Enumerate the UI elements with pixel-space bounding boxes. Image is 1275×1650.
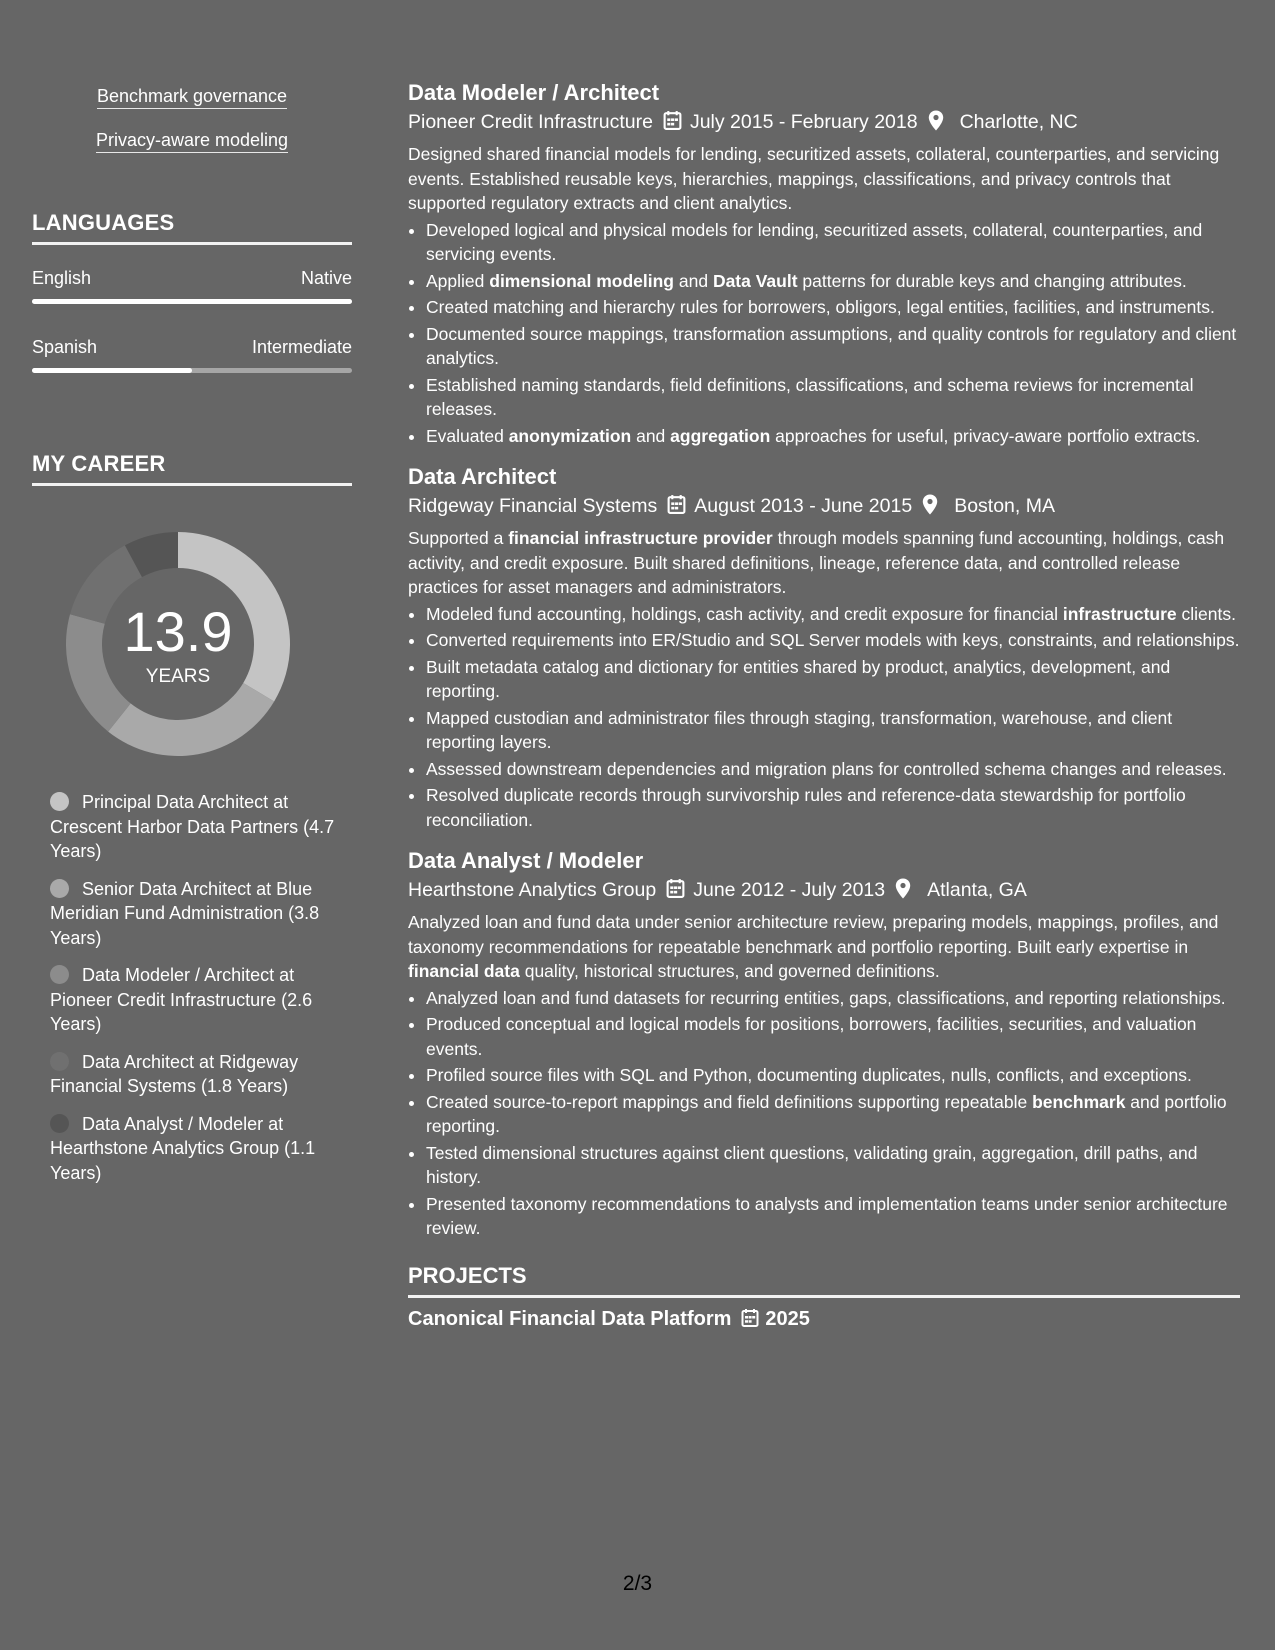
job-entry (408, 78, 1240, 448)
text-run: Resolved duplicate records through survivorship rules and reference-data stewardship for portfolio reconciliation. (426, 785, 1186, 830)
main-content (408, 78, 1240, 1331)
language-name: Spanish (32, 337, 98, 357)
legend-dot (50, 879, 69, 898)
job-bullet (426, 1063, 1240, 1088)
job-dates: July 2015 - February 2018 (689, 111, 918, 133)
legend-dot (50, 965, 69, 984)
job-company: Pioneer Credit Infrastructure (408, 111, 653, 133)
bold-text: aggregation (670, 425, 771, 446)
text-run: Documented source mappings, transformation assumptions, and quality controls for regulatory and client analytics. (426, 323, 1237, 368)
job-summary (408, 526, 1240, 600)
job-entry (408, 462, 1240, 832)
text-run: Modeled fund accounting, holdings, cash activity, and credit exposure for financial (426, 603, 1063, 624)
map-pin-icon (895, 878, 911, 899)
legend-dot (50, 1114, 69, 1133)
skill-link[interactable]: Privacy-aware modeling (96, 130, 288, 153)
job-bullets (408, 986, 1240, 1241)
job-bullet (426, 783, 1240, 832)
languages-title: LANGUAGES (32, 210, 352, 245)
job-bullet (426, 218, 1240, 267)
job-dates: August 2013 - June 2015 (694, 495, 913, 517)
text-run: Mapped custodian and administrator files through staging, transformation, warehouse, and client reporting layers. (426, 707, 1173, 752)
text-run: Tested dimensional structures against client questions, validating grain, aggregation, drill paths, and history. (426, 1142, 1198, 1187)
career-legend-item (50, 1050, 340, 1099)
bold-text: benchmark (1032, 1091, 1126, 1112)
job-bullet (426, 373, 1240, 422)
text-run: Assessed downstream dependencies and migration plans for controlled schema changes and releases. (426, 758, 1227, 779)
career-legend-item (50, 790, 340, 864)
job-bullets (408, 602, 1240, 833)
text-run: and (674, 270, 713, 291)
project-name: Canonical Financial Data Platform (408, 1307, 732, 1330)
career-legend-item (50, 963, 340, 1037)
job-bullet (426, 1012, 1240, 1061)
language-bar-fill (32, 368, 192, 373)
job-summary (408, 142, 1240, 216)
project-item (408, 1308, 1240, 1331)
text-run: Profiled source files with SQL and Python, documenting duplicates, nulls, conflicts, and exceptions. (426, 1065, 1192, 1085)
text-run: patterns for durable keys and changing attributes. (797, 270, 1187, 291)
job-bullet (426, 1090, 1240, 1139)
text-run: Presented taxonomy recommendations to analysts and implementation teams under senior architecture review. (426, 1193, 1228, 1238)
text-run: quality, historical structures, and governed definitions. (519, 961, 940, 981)
job-title: Data Modeler / Architect (408, 80, 660, 105)
job-company: Hearthstone Analytics Group (408, 879, 657, 901)
calendar-icon (667, 494, 686, 515)
job-bullet (426, 602, 1240, 627)
job-title: Data Analyst / Modeler (408, 848, 644, 873)
bold-text: Data Vault (712, 270, 798, 291)
job-bullet (426, 706, 1240, 755)
text-run: Applied (426, 270, 490, 291)
calendar-icon (666, 878, 685, 899)
career-legend-label: Senior Data Architect at Blue Meridian Fund Administration (3.8 Years) (50, 878, 320, 948)
language-level: Native (300, 268, 352, 288)
text-run: Analyzed loan and fund datasets for recurring entities, gaps, classifications, and reporting relationships. (426, 987, 1226, 1008)
language-bar (32, 368, 352, 373)
career-legend-label: Data Modeler / Architect at Pioneer Credit Infrastructure (2.6 Years) (50, 965, 313, 1034)
job-meta (408, 492, 1240, 520)
career-legend-item (50, 877, 340, 951)
text-run: Created source-to-report mappings and field definitions supporting repeatable (426, 1091, 1033, 1112)
text-run: through models spanning fund accounting, holdings, cash activity, and credit exposure. Built shared definitions, lineage, reference data, and controlled release practices for asset managers and administrators. (408, 528, 1225, 597)
career-total-unit: YEARS (145, 666, 211, 687)
career-donut-chart (66, 532, 290, 756)
experience-list (408, 78, 1240, 1241)
text-run: Produced conceptual and logical models for positions, borrowers, facilities, securities, and valuation events. (426, 1014, 1197, 1059)
text-run: Created matching and hierarchy rules for borrowers, obligors, legal entities, facilities, and instruments. (426, 297, 1215, 317)
legend-dot (50, 792, 69, 811)
projects-title: PROJECTS (408, 1263, 1240, 1298)
text-run: and portfolio reporting. (426, 1091, 1227, 1136)
career-total-value: 13.9 (123, 600, 233, 663)
bold-text: financial data (408, 961, 520, 981)
career-legend-label: Data Architect at Ridgeway Financial Systems (1.8 Years) (50, 1051, 299, 1096)
text-run: Built metadata catalog and dictionary for entities shared by product, analytics, development, and reporting. (426, 656, 1171, 701)
text-run: and (631, 425, 671, 446)
bold-text: anonymization (508, 425, 632, 446)
skills-tail (32, 86, 352, 174)
job-location: Boston, MA (954, 495, 1055, 517)
text-run: Converted requirements into ER/Studio and SQL Server models with keys, constraints, and relationships. (426, 630, 1240, 650)
career-legend-label: Data Analyst / Modeler at Hearthstone Analytics Group (1.1 Years) (50, 1113, 316, 1183)
job-summary (408, 910, 1240, 984)
text-run: Designed shared financial models for lending, securitized assets, collateral, counterparties, and servicing events. Established reusable keys, hierarchies, mappings, classifications, and privacy controls that supported regulatory extracts and client analytics. (408, 144, 1220, 213)
project-year: 2025 (765, 1307, 810, 1330)
job-dates: June 2012 - July 2013 (693, 879, 886, 901)
bold-text: infrastructure (1062, 603, 1177, 624)
calendar-icon (741, 1308, 759, 1328)
legend-dot (50, 1052, 69, 1071)
donut-center (66, 532, 290, 756)
job-location: Charlotte, NC (959, 111, 1078, 133)
job-bullet (426, 295, 1240, 320)
skill-link[interactable]: Benchmark governance (97, 86, 287, 109)
job-title: Data Architect (408, 464, 557, 489)
page-number: 2/3 (622, 1572, 653, 1595)
job-entry (408, 846, 1240, 1241)
text-run: Evaluated (426, 425, 509, 446)
career-title: MY CAREER (32, 451, 352, 486)
map-pin-icon (928, 110, 944, 131)
text-run: Established naming standards, field definitions, classifications, and schema reviews for incremental releases. (426, 374, 1194, 419)
job-meta (408, 108, 1240, 136)
job-bullet (426, 757, 1240, 782)
language-level: Intermediate (251, 337, 352, 357)
career-legend-item (50, 1112, 340, 1186)
bold-text: dimensional modeling (489, 270, 674, 291)
job-meta (408, 876, 1240, 904)
text-run: Developed logical and physical models for lending, securitized assets, collateral, counterparties, and servicing events. (426, 219, 1203, 264)
text-run: approaches for useful, privacy-aware portfolio extracts. (770, 425, 1201, 446)
text-run: clients. (1176, 603, 1236, 624)
job-bullet (426, 424, 1240, 449)
map-pin-icon (922, 494, 938, 515)
job-bullet (426, 986, 1240, 1011)
job-company: Ridgeway Financial Systems (408, 495, 658, 517)
career-legend (50, 790, 340, 1198)
job-bullets (408, 218, 1240, 449)
career-legend-label: Principal Data Architect at Crescent Harbor Data Partners (4.7 Years) (50, 792, 335, 861)
job-location: Atlanta, GA (927, 879, 1027, 901)
job-bullet (426, 1141, 1240, 1190)
job-bullet (426, 1192, 1240, 1241)
language-name: English (32, 268, 92, 288)
text-run: Supported a (408, 528, 509, 548)
text-run: Analyzed loan and fund data under senior architecture review, preparing models, mappings, profiles, and taxonomy recommendations for repeatable benchmark and portfolio reporting. Built early expertise in (408, 912, 1219, 957)
job-bullet (426, 322, 1240, 371)
bold-text: financial infrastructure provider (508, 528, 773, 548)
job-bullet (426, 269, 1240, 294)
job-bullet (426, 628, 1240, 653)
job-bullet (426, 655, 1240, 704)
language-bar-fill (32, 299, 352, 304)
language-bar (32, 299, 352, 304)
calendar-icon (663, 110, 682, 131)
